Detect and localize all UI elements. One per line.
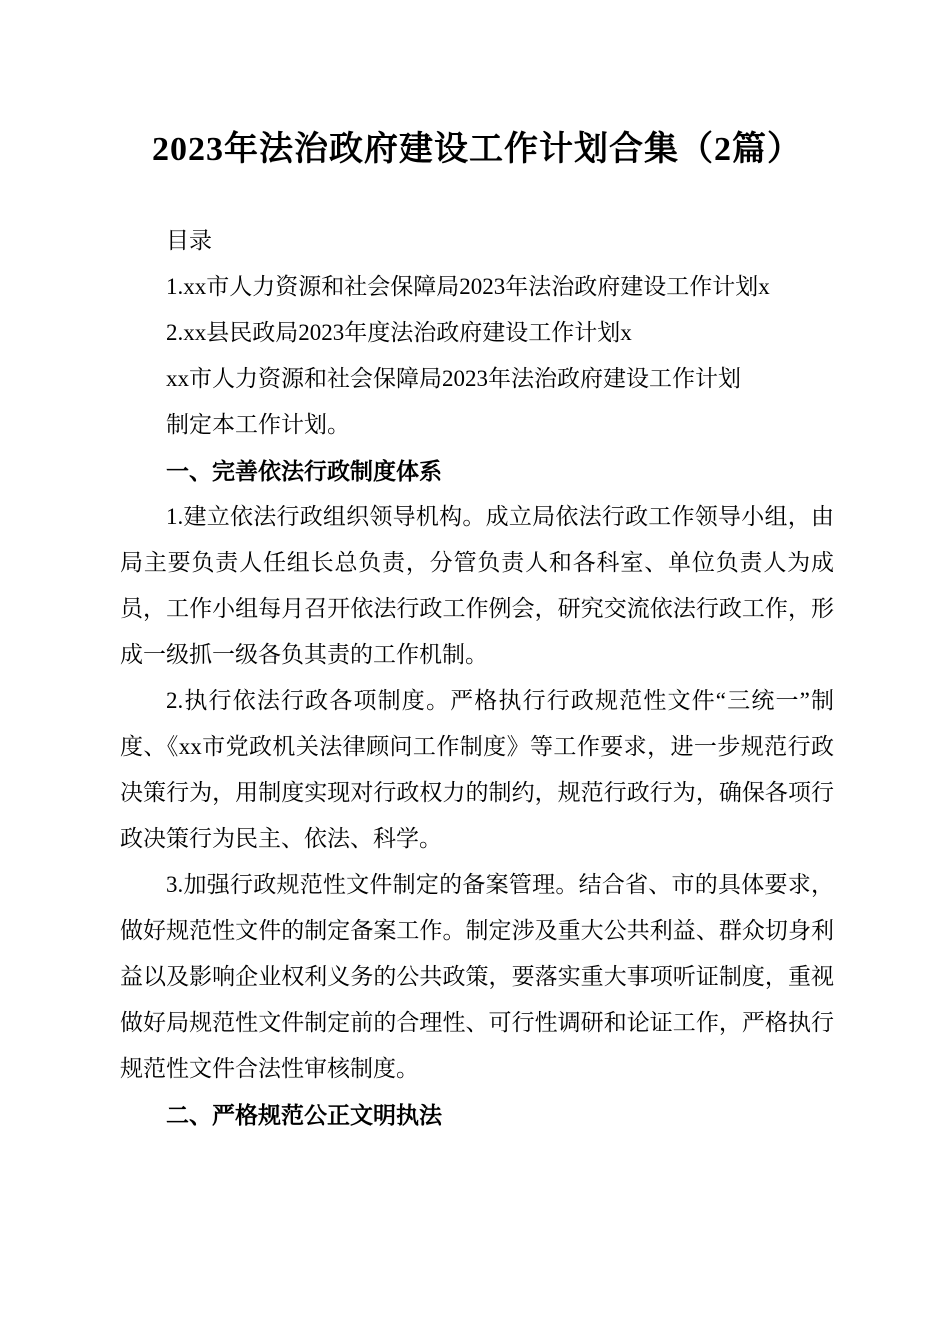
body-paragraph-3: 3.加强行政规范性文件制定的备案管理。结合省、市的具体要求，做好规范性文件的制定备案工作。制定涉及重大公共利益、群众切身利益以及影响企业权利义务的公共政策，要落实重大事项听证制度，重视做好局规范性文件制定前的合理性、可行性调研和论证工作，严格执行规范性文件合法性审核制度。: [120, 872, 834, 1081]
subdocument-title: xx市人力资源和社会保障局2023年法治政府建设工作计划: [166, 366, 741, 391]
body-paragraph-2: 2.执行依法行政各项制度。严格执行行政规范性文件“三统一”制度、《xx市党政机关法律顾问工作制度》等工作要求，进一步规范行政决策行为，用制度实现对行政权力的制约，规范行政行为，确保各项行政决策行为民主、依法、科学。: [120, 688, 834, 851]
document-title: 2023年法治政府建设工作计划合集（2篇）: [152, 131, 802, 168]
toc-label: 目录: [166, 228, 212, 253]
toc-item-2: 2.xx县民政局2023年度法治政府建设工作计划x: [166, 320, 632, 345]
section-heading-2: 二、严格规范公正文明执法: [166, 1102, 442, 1128]
intro-line: 制定本工作计划。: [166, 412, 350, 437]
body-paragraph-1: 1.建立依法行政组织领导机构。成立局依法行政工作领导小组，由局主要负责人任组长总负责，分管负责人和各科室、单位负责人为成员，工作小组每月召开依法行政工作例会，研究交流依法行政工作，形成一级抓一级各负其责的工作机制。: [120, 504, 834, 667]
toc-item-1: 1.xx市人力资源和社会保障局2023年法治政府建设工作计划x: [166, 274, 770, 299]
section-heading-1: 一、完善依法行政制度体系: [166, 458, 442, 484]
